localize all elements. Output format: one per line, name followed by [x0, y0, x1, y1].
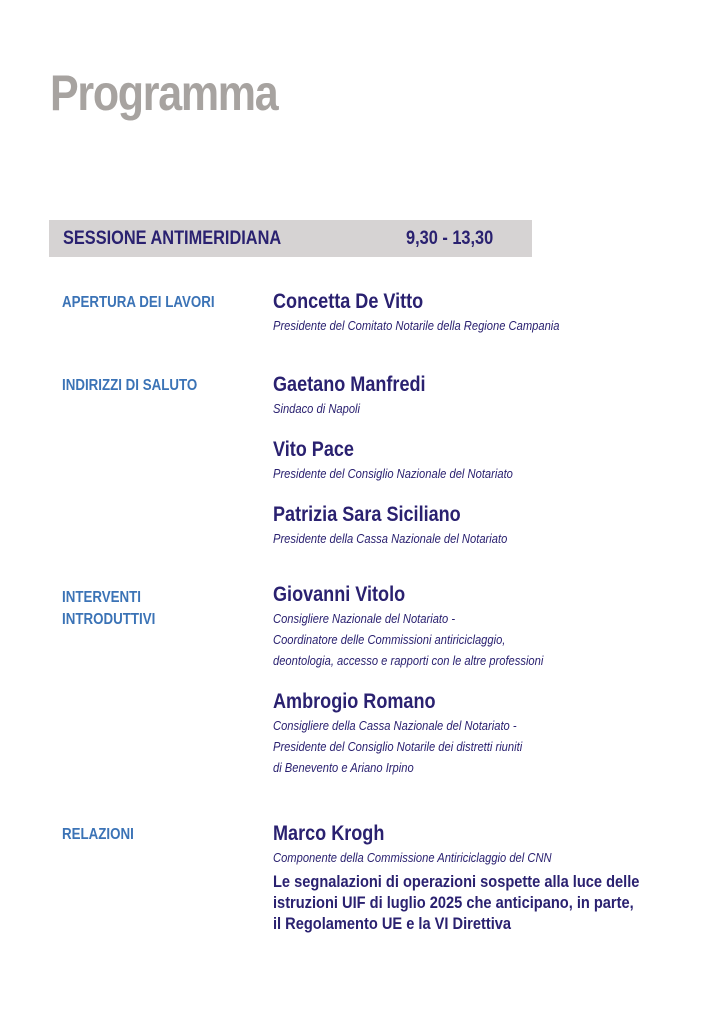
- section-label-line: INTERVENTI: [62, 589, 142, 606]
- role-line: Componente della Commissione Antiriciclaggio del CNN: [273, 850, 552, 865]
- section-label-relazioni: [62, 824, 134, 846]
- speaker-name: Concetta De Vitto: [273, 290, 424, 313]
- speaker-role: [273, 398, 651, 419]
- speaker-role: [273, 315, 651, 336]
- role-line: deontologia, accesso e rapporti con le altre professioni: [273, 653, 544, 668]
- speaker-role: [273, 528, 651, 549]
- role-line: Consigliere Nazionale del Notariato -: [273, 611, 456, 626]
- talk-title-line: Le segnalazioni di operazioni sospette alla luce delle: [273, 872, 640, 891]
- role-line: Coordinatore delle Commissioni antiriciclaggio,: [273, 632, 506, 647]
- speaker-role: [273, 715, 651, 778]
- section-label-line: INDIRIZZI DI SALUTO: [62, 377, 198, 394]
- speaker-name: Patrizia Sara Siciliano: [273, 503, 461, 526]
- speaker-manfredi: [273, 372, 713, 419]
- section-label-line: APERTURA DEI LAVORI: [62, 294, 215, 311]
- role-line: di Benevento e Ariano Irpino: [273, 760, 414, 775]
- speaker-role: [273, 847, 651, 868]
- speaker-pace: [273, 437, 713, 484]
- role-line: Presidente del Comitato Notarile della Regione Campania: [273, 318, 560, 333]
- section-label-line: RELAZIONI: [62, 826, 134, 843]
- speaker-role: [273, 463, 651, 484]
- speaker-de-vitto: [273, 289, 713, 336]
- speaker-krogh: [273, 821, 713, 934]
- section-label-apertura: [62, 292, 215, 314]
- page-title: Programma: [50, 65, 278, 121]
- role-line: Consigliere della Cassa Nazionale del Notariato -: [273, 718, 517, 733]
- speaker-vitolo: [273, 582, 713, 671]
- speaker-name: Vito Pace: [273, 438, 354, 461]
- role-line: Presidente della Cassa Nazionale del Notariato: [273, 531, 508, 546]
- speaker-siciliano: [273, 502, 713, 549]
- speaker-name: Ambrogio Romano: [273, 690, 436, 713]
- speaker-name: Gaetano Manfredi: [273, 373, 426, 396]
- speaker-romano: [273, 689, 713, 778]
- session-header: [49, 220, 532, 257]
- session-name: SESSIONE ANTIMERIDIANA: [63, 228, 282, 249]
- talk-title-line: istruzioni UIF di luglio 2025 che anticipano, in parte,: [273, 893, 634, 912]
- role-line: Presidente del Consiglio Nazionale del Notariato: [273, 466, 513, 481]
- role-line: Presidente del Consiglio Notarile dei distretti riuniti: [273, 739, 523, 754]
- section-label-interventi: [62, 587, 155, 631]
- role-line: Sindaco di Napoli: [273, 401, 361, 416]
- session-time: 9,30 - 13,30: [406, 228, 494, 249]
- talk-title: [273, 871, 651, 934]
- speaker-name: Marco Krogh: [273, 822, 385, 845]
- speaker-role: [273, 608, 651, 671]
- section-label-indirizzi: [62, 375, 197, 397]
- talk-title-line: il Regolamento UE e la VI Direttiva: [273, 914, 512, 933]
- section-label-line: INTRODUTTIVI: [62, 611, 156, 628]
- speaker-name: Giovanni Vitolo: [273, 583, 406, 606]
